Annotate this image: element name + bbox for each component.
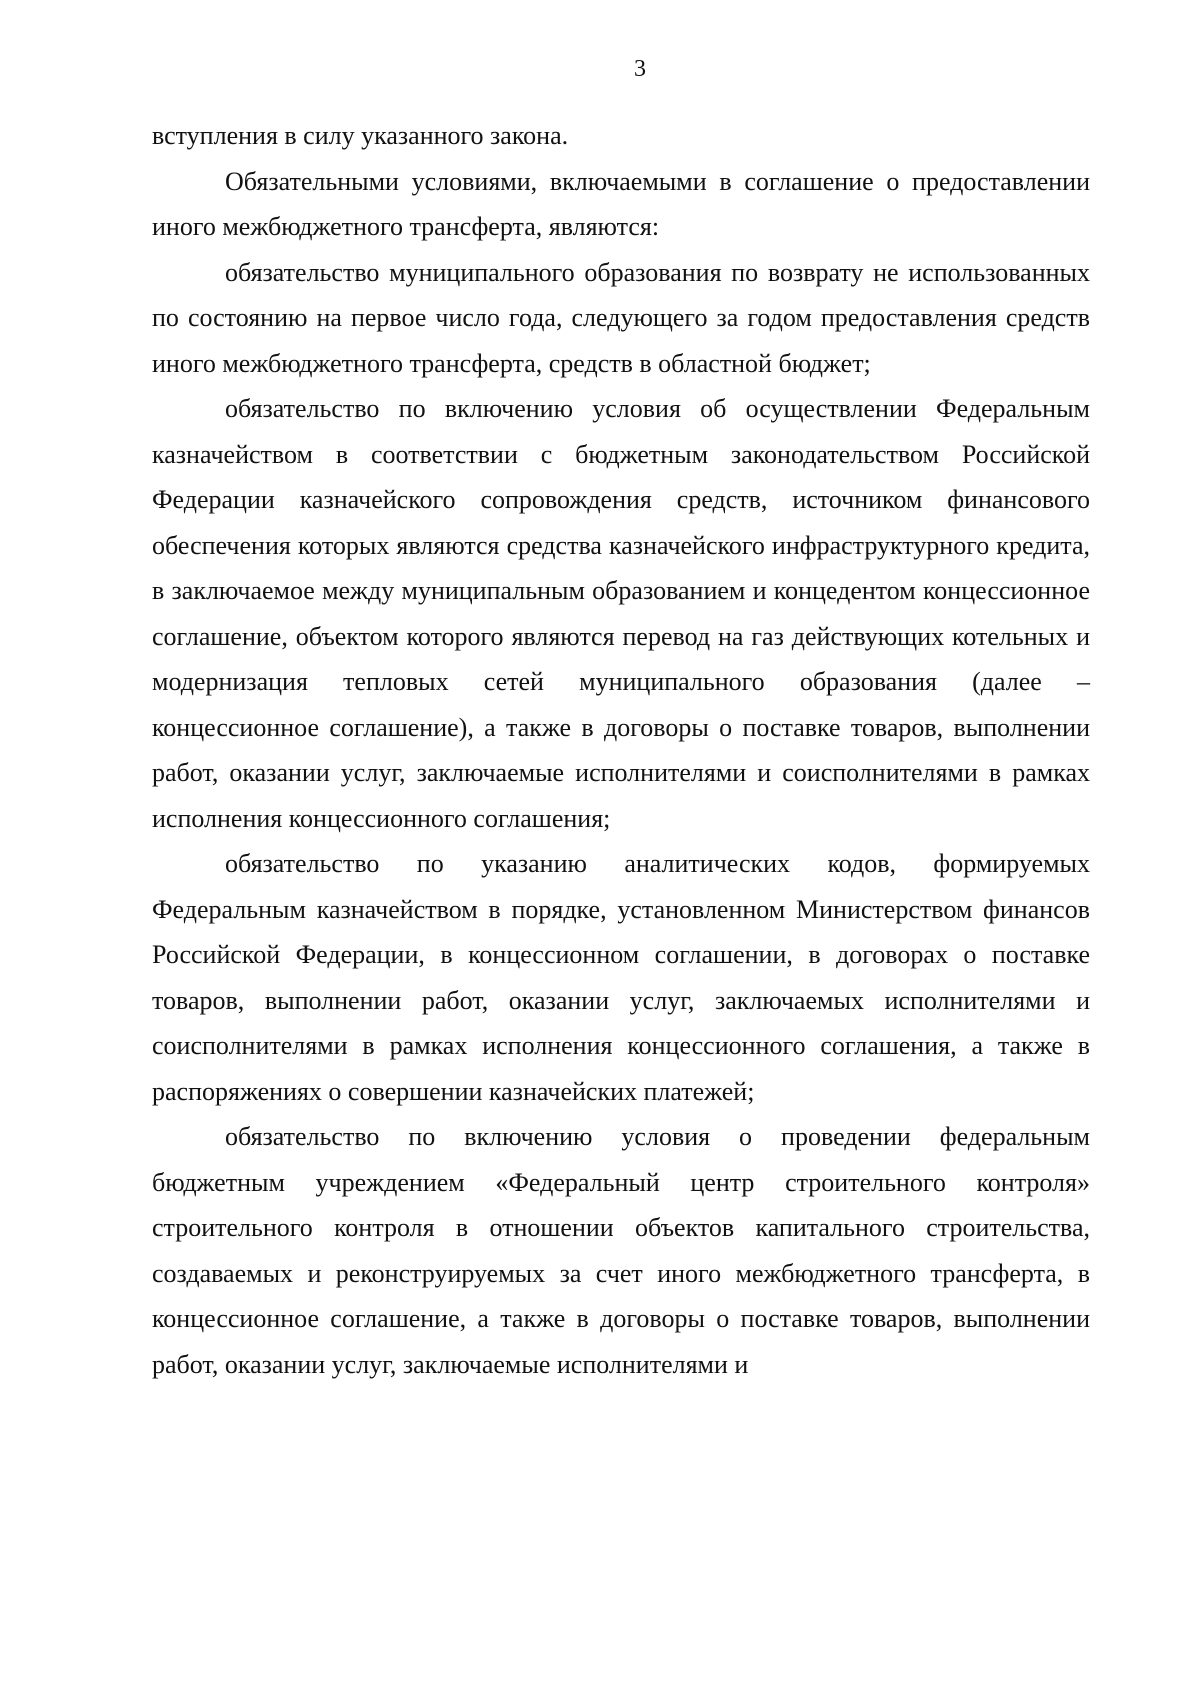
paragraph-return-obligation: обязательство муниципального образования по возврату не использованных по состоянию на первое число года, следующего за годом предоставления средств иного межбюджетного трансферта, средств в областной бюджет; bbox=[152, 257, 1090, 378]
paragraph-analytic-codes-obligation: обязательство по указанию аналитических кодов, формируемых Федеральным казначейством в порядке, установленном Министерством финансов Российской Федерации, в концессионном соглашении, в договорах о поставке товаров, выполнении работ, оказании услуг, заключаемых исполнителями и соисполнителями в рамках исполнения концессионного соглашения, а также в распоряжениях о совершении казначейских платежей; bbox=[152, 849, 1090, 1106]
paragraph-continuation: вступления в силу указанного закона. bbox=[152, 121, 569, 150]
paragraph-conditions-intro: Обязательными условиями, включаемыми в соглашение о предоставлении иного межбюджетного трансферта, являются: bbox=[152, 166, 1090, 241]
paragraph-construction-control-obligation: обязательство по включению условия о проведении федеральным бюджетным учреждением «Федеральный центр строительного контроля» строительного контроля в отношении объектов капитального строительства, создаваемых и реконструируемых за счет иного межбюджетного трансферта, в концессионное соглашение, а также в договоры о поставке товаров, выполнении работ, оказании услуг, заключаемые исполнителями и bbox=[152, 1122, 1090, 1379]
paragraph-treasury-support-obligation: обязательство по включению условия об осуществлении Федеральным казначейством в соответствии с бюджетным законодательством Российской Федерации казначейского сопровождения средств, источником финансового обеспечения которых являются средства казначейского инфраструктурного кредита, в заключаемое между муниципальным образованием и концедентом концессионное соглашение, объектом которого являются перевод на газ действующих котельных и модернизация тепловых сетей муниципального образования (далее – концессионное соглашение), а также в договоры о поставке товаров, выполнении работ, оказании услуг, заключаемые исполнителями и соисполнителями в рамках исполнения концессионного соглашения; bbox=[152, 394, 1090, 833]
page-number: 3 bbox=[634, 56, 646, 82]
document-body bbox=[152, 113, 1090, 1387]
